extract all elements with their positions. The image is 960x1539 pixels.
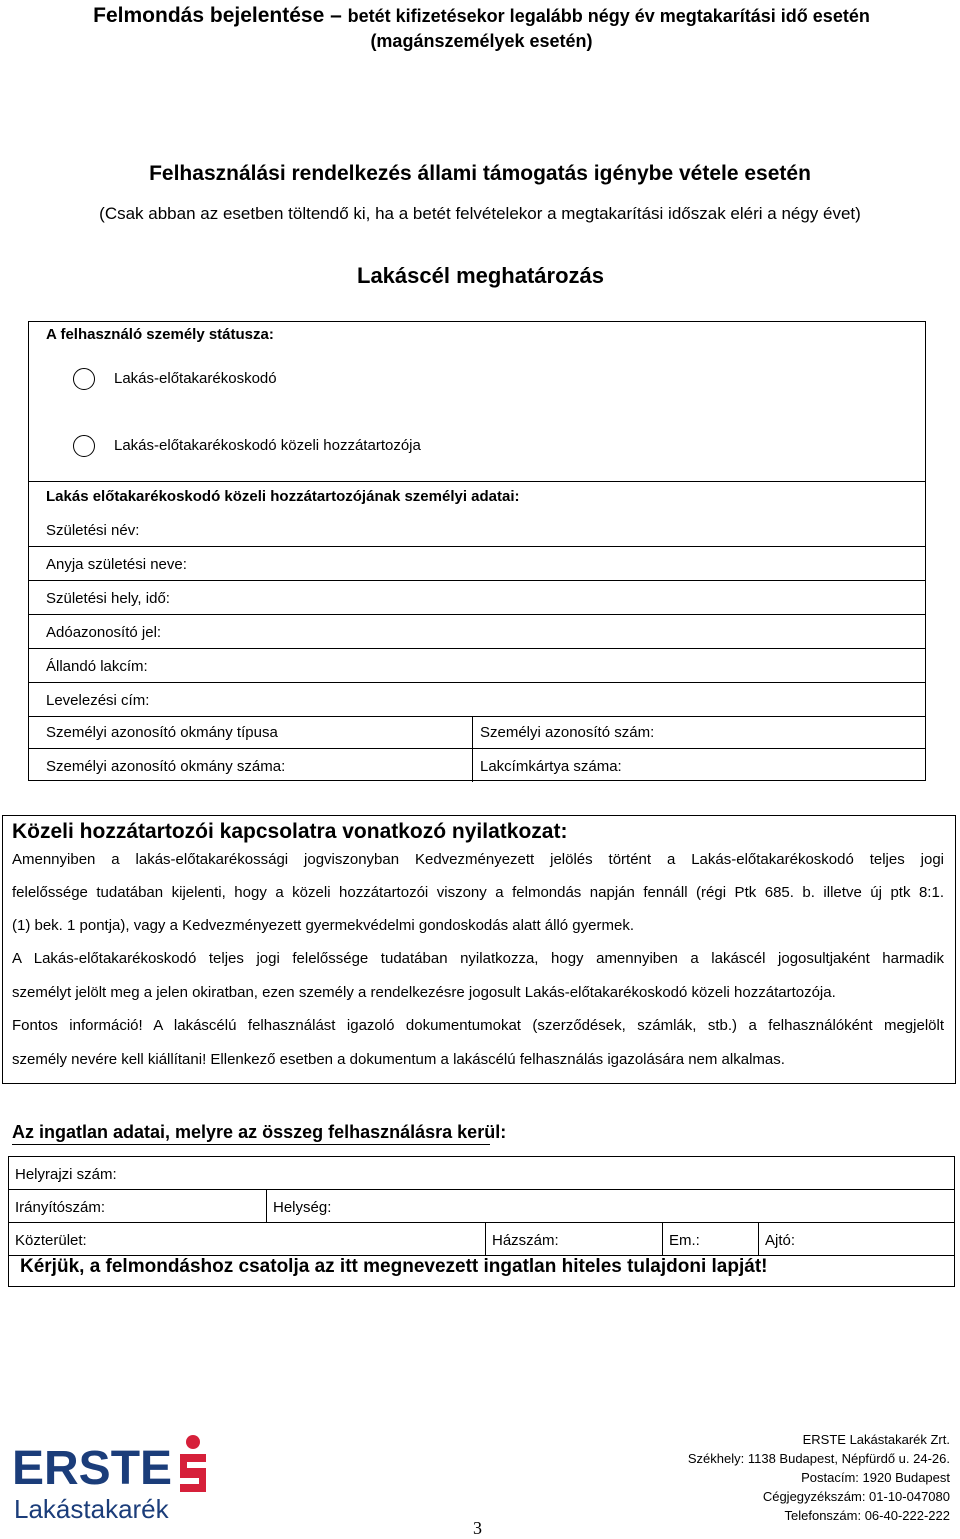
field-address-card[interactable]: Lakcímkártya száma:: [480, 758, 622, 775]
field-iranyitoszam[interactable]: Irányítószám:: [8, 1189, 267, 1223]
company-postal: Postacím: 1920 Budapest: [801, 1470, 950, 1485]
field-kozterulet[interactable]: Közterület:: [8, 1222, 486, 1256]
lakascel-heading: Lakáscél meghatározás: [357, 263, 605, 288]
field-emelet[interactable]: Em.:: [662, 1222, 759, 1256]
field-id-type[interactable]: Személyi azonosító okmány típusa: [46, 724, 278, 741]
declaration-p1-l3: (1) bek. 1 pontja), vagy a Kedvezményezett gyermekvédelmi gondoskodás alatt álló gyermek.: [12, 917, 634, 934]
radio-label-saver: Lakás-előtakarékoskodó: [114, 370, 277, 387]
field-mailing-address[interactable]: Levelezési cím:: [46, 692, 150, 709]
field-permanent-address[interactable]: Állandó lakcím:: [46, 658, 148, 675]
property-title-underline: [12, 1144, 490, 1145]
field-doc-number[interactable]: Személyi azonosító okmány száma:: [46, 758, 286, 775]
field-tax-id[interactable]: Adóazonosító jel:: [46, 624, 162, 641]
logo-word: ERSTE: [12, 1442, 173, 1495]
title-main: Felmondás bejelentése –: [93, 4, 342, 27]
company-registry: Cégjegyzékszám: 01-10-047080: [762, 1489, 950, 1504]
logo-sub: Lakástakarék: [14, 1494, 169, 1524]
field-id-number[interactable]: Személyi azonosító szám:: [480, 724, 655, 741]
company-name: ERSTE Lakástakarék Zrt.: [802, 1432, 950, 1447]
radio-option-relative[interactable]: [73, 435, 95, 457]
field-mother-name[interactable]: Anyja születési neve:: [46, 556, 187, 573]
relative-heading: Lakás előtakarékoskodó közeli hozzátartozójának személyi adatai:: [46, 488, 520, 505]
field-ajto[interactable]: Ajtó:: [758, 1222, 955, 1256]
warning-text: Kérjük, a felmondáshoz csatolja az itt megnevezett ingatlan hiteles tulajdoni lapját!: [20, 1256, 768, 1277]
property-title: Az ingatlan adatai, melyre az összeg felhasználásra kerül:: [12, 1122, 507, 1142]
status-box: [28, 321, 926, 482]
field-helyseg[interactable]: Helység:: [266, 1189, 955, 1223]
declaration-p1-l1: Amennyiben a lakás-előtakarékossági jogviszonyban Kedvezményezett jelölés történt a Lakás-előtakarékoskodó teljes jogi: [12, 851, 944, 868]
title-rest: betét kifizetésekor legalább négy év megtakarítási idő esetén: [347, 6, 870, 26]
erste-logo: [12, 1432, 212, 1527]
declaration-p3-l1: Fontos információ! A lakáscélú felhasználást igazoló dokumentumokat (szerződések, számlák, stb.) a felhasználóként megjelölt: [12, 1017, 944, 1034]
declaration-title: Közeli hozzátartozói kapcsolatra vonatkozó nyilatkozat:: [12, 820, 568, 843]
radio-label-relative: Lakás-előtakarékoskodó közeli hozzátartozója: [114, 437, 421, 454]
field-birth-name[interactable]: Születési név:: [46, 522, 140, 539]
page-number: 3: [473, 1518, 482, 1538]
radio-option-saver[interactable]: [73, 368, 95, 390]
field-helyrajzi[interactable]: Helyrajzi szám:: [8, 1156, 955, 1190]
page-subtitle: (magánszemélyek esetén): [370, 31, 593, 51]
company-seat: Székhely: 1138 Budapest, Népfürdő u. 24-26.: [687, 1451, 950, 1466]
section-title: Felhasználási rendelkezés állami támogatás igénybe vétele esetén: [149, 162, 811, 185]
declaration-p1-l2: felelőssége tudatában kijelenti, hogy a közeli hozzátartozói viszony a felmondás napján fennáll (régi Ptk 685. b. illetve új ptk 8:1.: [12, 884, 944, 901]
declaration-p2-l2: személyt jelölt meg a jelen okiratban, ezen személy a rendelkezésre jogosult Lakás-előtakarékoskodó közeli hozzátartozója.: [12, 984, 836, 1001]
status-label: A felhasználó személy státusza:: [46, 326, 274, 343]
field-hazszam[interactable]: Házszám:: [485, 1222, 663, 1256]
declaration-p3-l2: személy nevére kell kiállítani! Ellenkező esetben a dokumentum a lakáscélú felhasználás igazolására nem alkalmas.: [12, 1051, 785, 1068]
page-title: [14, 2, 949, 30]
section-subtitle: (Csak abban az esetben töltendő ki, ha a betét felvételekor a megtakarítási időszak eléri a négy évet): [99, 204, 861, 223]
field-birth-place-date[interactable]: Születési hely, idő:: [46, 590, 170, 607]
declaration-p2-l1: A Lakás-előtakarékoskodó teljes jogi felelőssége tudatában nyilatkozza, hogy amennyiben a lakáscél jogosultjaként harmadik: [12, 950, 944, 967]
company-address: [688, 1430, 950, 1525]
company-phone: Telefonszám: 06-40-222-222: [784, 1508, 950, 1523]
